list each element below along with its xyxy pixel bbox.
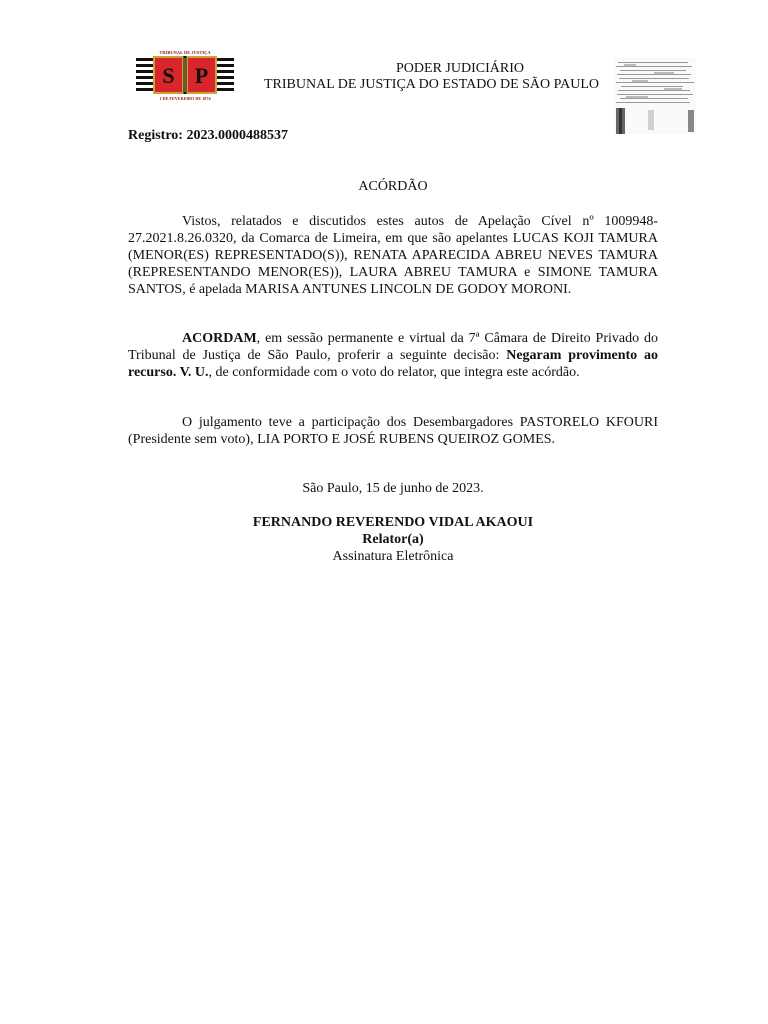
header-line-poder-judiciario: PODER JUDICIÁRIO (396, 61, 524, 76)
logo-letter-p: P (194, 63, 209, 88)
paragraph-julgamento: O julgamento teve a participação dos Desembargadores PASTORELO KFOURI (Presidente sem voto), LIA PORTO E JOSÉ RUBENS QUEIROZ GOMES. (128, 415, 658, 447)
acordam-lead: ACORDAM (182, 331, 257, 346)
tjsp-coat-of-arms-logo (133, 48, 237, 102)
logo-top-text: TRIBUNAL DE JUSTIÇA (159, 50, 211, 55)
relator-role: Relator(a) (362, 532, 424, 547)
paragraph-acordam (128, 330, 658, 381)
logo-bottom-text: 1 DE FEVEREIRO DE 1874 (159, 96, 211, 101)
signature-block (128, 514, 658, 565)
document-title: ACÓRDÃO (358, 179, 428, 194)
relator-name: FERNANDO REVERENDO VIDAL AKAOUI (252, 515, 534, 530)
acordam-tail: , de conformidade com o voto do relator, que integra este acórdão. (208, 365, 580, 380)
signature-type: Assinatura Eletrônica (332, 549, 454, 564)
document-header (250, 61, 670, 93)
paragraph-vistos: Vistos, relatados e discutidos estes autos de Apelação Cível nº 1009948-27.2021.8.26.0320, da Comarca de Limeira, em que são apelantes LUCAS KOJI TAMURA (MENOR(ES) REPRESENTADO(S)), RENATA APARECIDA ABREU NEVES TAMURA (REPRESENTANDO MENOR(ES)), LAURA ABREU TAMURA e SIMONE TAMURA SANTOS, é apelada MARISA ANTUNES LINCOLN DE GODOY MORONI. (128, 214, 658, 297)
acordam-text: , em sessão permanente e virtual da 7ª Câmara de Direito Privado do Tribunal de Justiça de São Paulo, proferir a seguinte decisão: (128, 331, 658, 363)
logo-letter-s: S (162, 63, 175, 88)
qr-code-image (614, 58, 696, 134)
place-and-date: São Paulo, 15 de junho de 2023. (302, 481, 484, 496)
registro-number: Registro: 2023.0000488537 (128, 128, 288, 143)
decision-text: Negaram provimento ao recurso. V. U. (128, 348, 658, 380)
header-line-tribunal: TRIBUNAL DE JUSTIÇA DO ESTADO DE SÃO PAULO (264, 77, 600, 92)
